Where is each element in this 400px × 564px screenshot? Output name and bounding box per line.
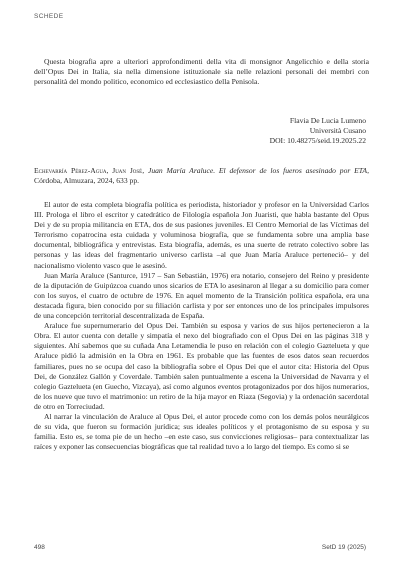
- book-publication: , Córdoba, Almuzara, 2024, 633 pp.: [34, 166, 369, 186]
- body-paragraph: Al narrar la vinculación de Araluce al Opus Dei, el autor procede como con los demás polos neurálgicos de su vida, que fueron su formación jurídica; sus ideales políticos y el protagonismo de su esposa y su familia. Esto es, se toma pie de un hecho –en este caso, sus convicciones religiosas– para contextualizar las raíces y exponer las consecuencias biográficas que tal realidad tuvo a lo largo del tiempo. Es como si se: [34, 411, 369, 452]
- book-author: Echevarría Pérez-Agua, Juan José,: [34, 166, 145, 175]
- book-citation: [34, 166, 369, 186]
- running-header: SCHEDE: [34, 13, 64, 20]
- journal-reference: SetD 19 (2025): [321, 544, 366, 551]
- review-signature: [270, 116, 366, 146]
- body-paragraph: El autor de esta completa biografía política es periodista, historiador y profesor en la Universidad Carlos III. Prologa el libro el escritor y catedrático de Filología española Jon Juaristi, que habla bastante del Opus Dei y de su propia militancia en ETA, dos de sus pasiones juveniles. El Centro Memorial de las Víctimas del Terrorismo copatrocina esta cuidada y voluminosa biografía, que se fundamenta sobre una amplia base documental, bibliográfica y entrevistas. Esta biografía, además, es una suerte de retrato colectivo sobre las personas y las ideas del fragmentario universo carlista –al que Juan María Araluce perteneció– y del nacionalismo violento vasco que le asesinó.: [34, 200, 369, 270]
- review-doi: DOI: 10.48275/seid.19.2025.22: [269, 136, 366, 146]
- reviewer-name: Flavia De Lucia Lumeno: [289, 116, 366, 125]
- review-body: [34, 200, 369, 452]
- page-number: 498: [34, 544, 45, 551]
- intro-paragraph: Questa biografia apre a ulteriori approfondimenti della vita di monsignor Angelicchio e della storia dell’Opus Dei in Italia, sia nella dimensione istituzionale sia nelle relazioni personali dei membri con personalità del mondo politico, economico ed ecclesiastico della Penisola.: [34, 57, 369, 87]
- body-paragraph: Juan María Araluce (Santurce, 1917 – San Sebastián, 1976) era notario, consejero del Reino y presidente de la diputación de Guipúzcoa cuando unos sicarios de ETA lo asesinaron al llegar a su domicilio para comer con los suyos, el cuatro de octubre de 1976. En aquel momento de la Transición política española, era una destacada figura, bien conocido por su filiación carlista y por ser entonces uno de los principales impulsores de una concepción territorial descentralizada de España.: [34, 270, 369, 321]
- body-paragraph: Araluce fue supernumerario del Opus Dei. También su esposa y varios de sus hijos pertenecieron a la Obra. El autor cuenta con detalle y simpatía el nexo del biografiado con el Opus Dei en las páginas 318 y siguientes. Ahí sabemos que su cuñada Ana Letamendia le puso en relación con el colegio Gaztelueta y que Araluce pidió la admisión en la Obra en 1961. Es probable que las fuentes de esos datos sean recuerdos familiares, pues no se ocupa del caso la bibliografía sobre el Opus Dei que el autor cita: Historia del Opus Dei, de González Gallón y Coverdale. También salen puntualmente a escena la Universidad de Navarra y el colegio Gaztelueta (en Guecho, Vizcaya), así como algunos eventos protagonizados por dos hijos numerarios, de los nueve que tuvo el matrimonio: un retiro de la hija mayor en Riaza (Segovia) y la ordenación sacerdotal de otro en Torreciudad.: [34, 321, 369, 411]
- reviewer-affiliation: Università Cusano: [309, 126, 366, 136]
- book-title: Juan María Araluce. El defensor de los fueros asesinado por ETA: [147, 166, 368, 175]
